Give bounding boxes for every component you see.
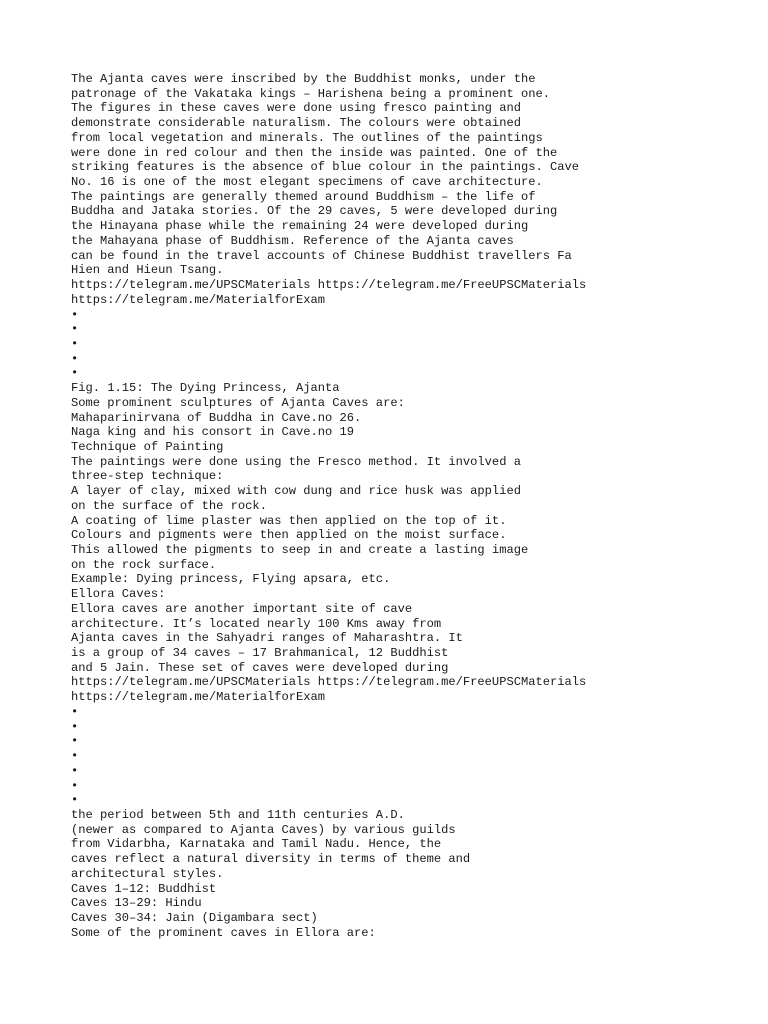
telegram-link-line[interactable]: https://telegram.me/MaterialforExam — [71, 690, 326, 705]
section-heading: Technique of Painting — [71, 439, 224, 454]
text-line: is a group of 34 caves – 17 Brahmanical, 12 Buddhist — [71, 646, 449, 661]
telegram-link-line[interactable]: https://telegram.me/UPSCMaterials https://telegram.me/FreeUPSCMaterials — [71, 278, 587, 293]
bullet-point: • — [71, 734, 79, 749]
text-line: architecture. It’s located nearly 100 Kms away from — [71, 616, 442, 631]
text-line: Example: Dying princess, Flying apsara, etc. — [71, 572, 391, 587]
text-line: The figures in these caves were done using fresco painting and — [71, 101, 521, 116]
bullet-point: • — [71, 763, 79, 778]
text-line: (newer as compared to Ajanta Caves) by various guilds — [71, 822, 456, 837]
text-line: No. 16 is one of the most elegant specimens of cave architecture. — [71, 175, 543, 190]
text-line: Mahaparinirvana of Buddha in Cave.no 26. — [71, 410, 362, 425]
text-line: Naga king and his consort in Cave.no 19 — [71, 425, 355, 440]
text-line: on the surface of the rock. — [71, 498, 267, 513]
bullet-point: • — [71, 793, 79, 808]
text-line: Buddha and Jataka stories. Of the 29 caves, 5 were developed during — [71, 204, 558, 219]
bullet-point: • — [71, 778, 79, 793]
bullet-point: • — [71, 749, 79, 764]
bullet-point: • — [71, 307, 79, 322]
text-line: Caves 1–12: Buddhist — [71, 881, 217, 896]
text-line: Some prominent sculptures of Ajanta Caves are: — [71, 395, 405, 410]
text-line: The paintings were done using the Fresco method. It involved a — [71, 454, 521, 469]
text-line: from local vegetation and minerals. The outlines of the paintings — [71, 130, 543, 145]
text-line: and 5 Jain. These set of caves were developed during — [71, 660, 449, 675]
text-line: demonstrate considerable naturalism. The colours were obtained — [71, 116, 521, 131]
text-line: Caves 30–34: Jain (Digambara sect) — [71, 910, 318, 925]
section-heading: Ellora Caves: — [71, 587, 166, 602]
text-line: architectural styles. — [71, 866, 224, 881]
text-line: Hien and Hieun Tsang. — [71, 263, 224, 278]
text-line: A layer of clay, mixed with cow dung and rice husk was applied — [71, 484, 521, 499]
text-line: Fig. 1.15: The Dying Princess, Ajanta — [71, 381, 340, 396]
text-line: striking features is the absence of blue colour in the paintings. Cave — [71, 160, 580, 175]
text-line: can be found in the travel accounts of Chinese Buddhist travellers Fa — [71, 248, 572, 263]
text-line: Caves 13–29: Hindu — [71, 896, 202, 911]
text-line: The Ajanta caves were inscribed by the Buddhist monks, under the — [71, 72, 536, 86]
text-line: Colours and pigments were then applied on the moist surface. — [71, 528, 507, 543]
telegram-link-line[interactable]: https://telegram.me/UPSCMaterials https://telegram.me/FreeUPSCMaterials — [71, 675, 587, 690]
bullet-point: • — [71, 704, 79, 719]
text-line: The paintings are generally themed around Buddhism – the life of — [71, 189, 536, 204]
document-body — [71, 72, 631, 940]
text-line: from Vidarbha, Karnataka and Tamil Nadu. Hence, the — [71, 837, 442, 852]
text-line: three-step technique: — [71, 469, 224, 484]
bullet-point: • — [71, 719, 79, 734]
text-line: Some of the prominent caves in Ellora are: — [71, 925, 376, 940]
text-line: the Mahayana phase of Buddhism. Reference of the Ajanta caves — [71, 233, 514, 248]
text-line: were done in red colour and then the inside was painted. One of the — [71, 145, 558, 160]
bullet-point: • — [71, 322, 79, 337]
text-line: A coating of lime plaster was then applied on the top of it. — [71, 513, 507, 528]
text-line: caves reflect a natural diversity in terms of theme and — [71, 852, 471, 867]
text-line: Ajanta caves in the Sahyadri ranges of Maharashtra. It — [71, 631, 463, 646]
text-line: This allowed the pigments to seep in and create a lasting image — [71, 543, 529, 557]
text-line: the Hinayana phase while the remaining 24 were developed during — [71, 219, 529, 234]
bullet-point: • — [71, 351, 79, 366]
text-line: on the rock surface. — [71, 557, 217, 572]
text-line: patronage of the Vakataka kings – Harishena being a prominent one. — [71, 86, 550, 101]
bullet-point: • — [71, 336, 79, 351]
bullet-point: • — [71, 366, 79, 381]
text-line: Ellora caves are another important site of cave — [71, 601, 413, 616]
telegram-link-line[interactable]: https://telegram.me/MaterialforExam — [71, 292, 326, 307]
text-line: the period between 5th and 11th centuries A.D. — [71, 807, 405, 822]
